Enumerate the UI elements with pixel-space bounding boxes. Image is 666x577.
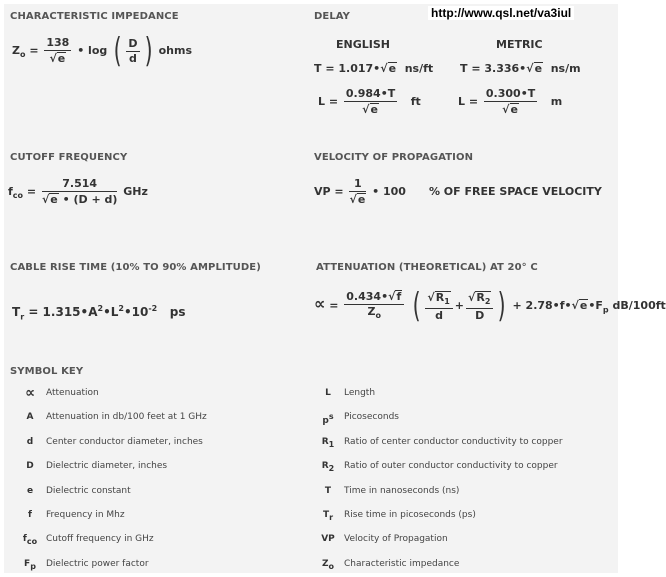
symbol-key-description: Length — [344, 388, 376, 398]
symbol-key-symbol: $R_2$ — [321, 461, 335, 473]
heading-metric: METRIC — [496, 38, 543, 51]
symbol-key-description: Dielectric diameter, inches — [46, 461, 168, 472]
symbol-key-description: Rise time in picoseconds (ps) — [344, 510, 476, 520]
symbol-key-description: Dielectric power factor — [46, 558, 149, 569]
symbol-key-symbol: L — [325, 388, 331, 398]
symbol-key-symbol: $R_1$ — [321, 436, 335, 449]
heading-velocity-of-propagation: VELOCITY OF PROPAGATION — [314, 152, 474, 163]
symbol-key-description: Characteristic impedance — [344, 558, 460, 569]
symbol-key-description: Time in nanoseconds (ns) — [344, 485, 460, 496]
heading-symbol-key: SYMBOL KEY — [10, 366, 84, 377]
symbol-key-symbol: $Z_o$ — [321, 558, 335, 571]
source-url[interactable]: http://www.qsl.net/va3iul — [428, 6, 574, 20]
symbol-key-symbol: ∝ — [25, 385, 35, 401]
symbol-key-symbol: $f_{co}$ — [22, 534, 38, 547]
symbol-key-symbol: T — [324, 485, 332, 496]
symbol-key-symbol: e — [26, 485, 34, 496]
formula-attenuation: ∝ = $\frac{0.434•√f}{Z_o}$ ( $\frac{√R_1}{d}$ + $\frac{√R_2}{D}$ ) + $2.78•f•√e•F_p$ dB/100ft — [314, 286, 666, 327]
formula-cutoff-frequency: $f_{co}$ = $\frac{7.514}{√e • (D + d)}$ GHz — [8, 177, 148, 206]
formula-delay-metric: T = 3.336•√e ns/m — [460, 62, 581, 75]
heading-delay: DELAY — [314, 11, 351, 22]
symbol-key-description: Ratio of outer conductor conductivity to copper — [344, 461, 558, 472]
symbol-key-symbol: A — [26, 412, 34, 423]
formula-velocity-of-propagation: VP = $\frac{1}{√e}$ • 100 % OF FREE SPACE VELOCITY — [314, 177, 602, 206]
symbol-key-description: Attenuation in db/100 feet at 1 GHz — [46, 412, 207, 423]
symbol-key-symbol: VP — [321, 534, 335, 545]
symbol-key-description: Picoseconds — [344, 412, 399, 423]
symbol-key-symbol: d — [26, 436, 34, 447]
symbol-key-description: Frequency in Mhz — [46, 510, 125, 520]
symbol-key-symbol: f — [28, 510, 32, 520]
formula-length-english: L = $\frac{0.984•T}{√e}$ ft — [318, 87, 421, 116]
formula-characteristic-impedance: $Z_o$ = $\frac{138}{√e}$ • log ( $\frac{D}{d}$ ) ohms — [12, 31, 193, 71]
heading-cutoff-frequency: CUTOFF FREQUENCY — [10, 152, 128, 163]
formula-rise-time: $T_r$ = $1.315•A^2•L^2•10^{-2}$ ps — [12, 304, 186, 322]
symbol-key-description: Attenuation — [46, 388, 99, 398]
heading-characteristic-impedance: CHARACTERISTIC IMPEDANCE — [10, 11, 179, 22]
heading-english: ENGLISH — [336, 38, 390, 51]
symbol-key-description: Cutoff frequency in GHz — [46, 534, 154, 545]
symbol-key-symbol: D — [26, 461, 34, 472]
symbol-key-description: Center conductor diameter, inches — [46, 436, 203, 447]
symbol-key-description: Ratio of center conductor conductivity to copper — [344, 436, 563, 447]
symbol-key-symbol: $p^s$ — [322, 412, 334, 427]
symbol-key-description: Dielectric constant — [46, 485, 131, 496]
heading-cable-rise-time: CABLE RISE TIME (10% TO 90% AMPLITUDE) — [10, 262, 261, 273]
symbol-key-symbol: $F_p$ — [24, 558, 36, 571]
formula-delay-english: T = 1.017•√e ns/ft — [314, 62, 434, 75]
formula-length-metric: L = $\frac{0.300•T}{√e}$ m — [458, 87, 563, 116]
symbol-key-description: Velocity of Propagation — [344, 534, 448, 545]
symbol-key-symbol: $T_r$ — [322, 510, 334, 522]
heading-attenuation: ATTENUATION (THEORETICAL) AT 20° C — [316, 262, 538, 273]
